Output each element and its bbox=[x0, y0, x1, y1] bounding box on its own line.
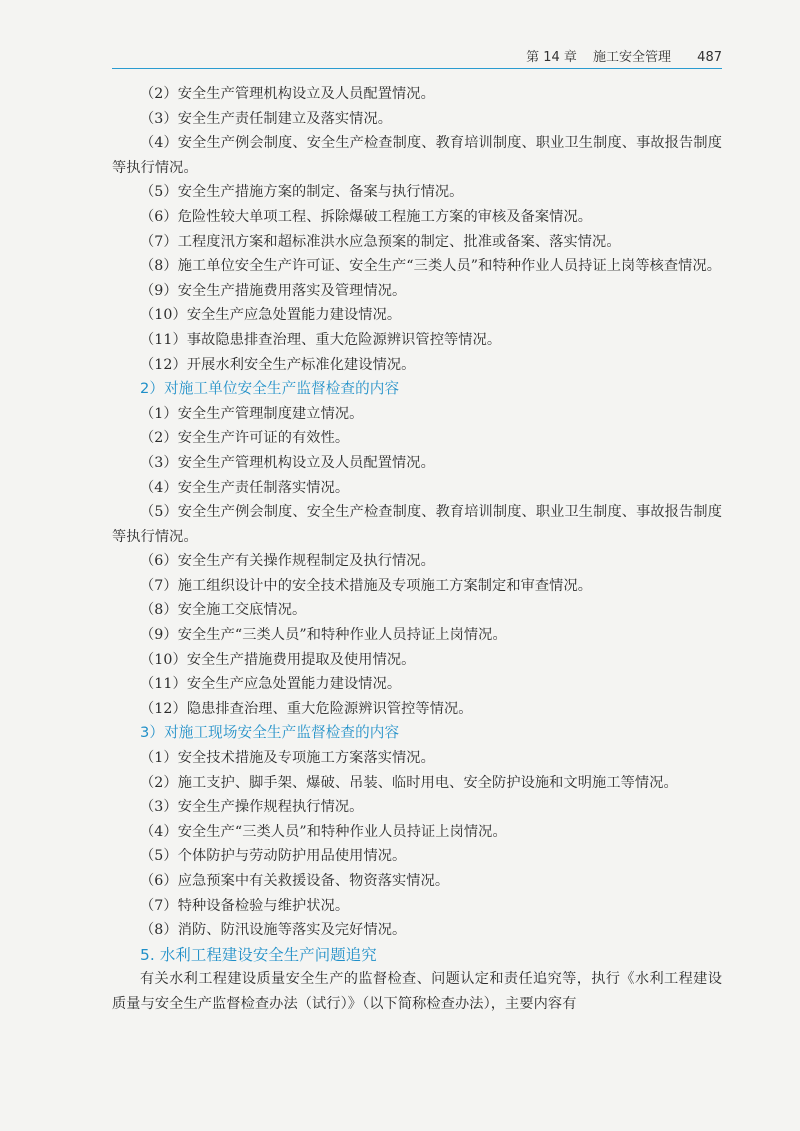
list-item: （3）安全生产责任制建立及落实情况。 bbox=[140, 110, 393, 127]
list-item: （5）安全生产措施方案的制定、备案与执行情况。 bbox=[140, 184, 464, 201]
list-item: （6）危险性较大单项工程、拆除爆破工程施工方案的审核及备案情况。 bbox=[140, 208, 593, 225]
list-item: （2）安全生产管理机构设立及人员配置情况。 bbox=[140, 86, 435, 102]
chapter-title: 施工安全管理 bbox=[593, 50, 672, 65]
subsection-heading-3: 3）对施工现场安全生产监督检查的内容 bbox=[140, 724, 400, 742]
list-item: （12）隐患排查治理、重大危险源辨识管控等情况。 bbox=[140, 700, 473, 717]
list-item: （9）安全生产“三类人员”和特种作业人员持证上岗情况。 bbox=[140, 627, 507, 644]
chapter-number: 第 14 章 bbox=[526, 50, 577, 65]
list-item: （2）施工支护、脚手架、爆破、吊装、临时用电、安全防护设施和文明施工等情况。 bbox=[140, 774, 678, 791]
page-header bbox=[112, 40, 722, 69]
list-item: （4）安全生产例会制度、安全生产检查制度、教育培训制度、职业卫生制度、事故报告制度等执行情况。 bbox=[112, 135, 722, 176]
list-item: （6）安全生产有关操作规程制定及执行情况。 bbox=[140, 553, 435, 570]
list-item: （5）个体防护与劳动防护用品使用情况。 bbox=[140, 848, 407, 865]
list-item: （3）安全生产管理机构设立及人员配置情况。 bbox=[140, 454, 435, 471]
list-item: （4）安全生产责任制落实情况。 bbox=[140, 479, 350, 496]
list-item: （2）安全生产许可证的有效性。 bbox=[140, 430, 350, 447]
list-item: （6）应急预案中有关救援设备、物资落实情况。 bbox=[140, 873, 450, 889]
list-item: （7）特种设备检验与维护状况。 bbox=[140, 897, 350, 914]
running-head bbox=[526, 46, 722, 65]
list-item: （9）安全生产措施费用落实及管理情况。 bbox=[140, 282, 407, 299]
body-paragraph: 有关水利工程建设质量安全生产的监督检查、问题认定和责任追究等，执行《水利工程建设质量与安全生产监督检查办法（试行）》（以下简称检查办法），主要内容有 bbox=[112, 971, 722, 1012]
list-item: （8）施工单位安全生产许可证、安全生产“三类人员”和特种作业人员持证上岗等核查情况。 bbox=[140, 258, 722, 275]
list-item: （8）安全施工交底情况。 bbox=[140, 602, 307, 619]
list-item: （5）安全生产例会制度、安全生产检查制度、教育培训制度、职业卫生制度、事故报告制度等执行情况。 bbox=[112, 504, 722, 545]
page-body bbox=[112, 82, 722, 1017]
list-item: （11）安全生产应急处置能力建设情况。 bbox=[140, 676, 402, 693]
list-item: （1）安全技术措施及专项施工方案落实情况。 bbox=[140, 750, 435, 767]
list-item: （3）安全生产操作规程执行情况。 bbox=[140, 799, 364, 816]
list-item: （7）施工组织设计中的安全技术措施及专项施工方案制定和审查情况。 bbox=[140, 577, 593, 594]
list-item: （10）安全生产措施费用提取及使用情况。 bbox=[140, 651, 416, 668]
subsection-heading-2: 2）对施工单位安全生产监督检查的内容 bbox=[140, 380, 400, 398]
list-item: （11）事故隐患排查治理、重大危险源辨识管控等情况。 bbox=[140, 331, 502, 348]
list-item: （4）安全生产“三类人员”和特种作业人员持证上岗情况。 bbox=[140, 823, 507, 840]
section-heading-5: 5. 水利工程建设安全生产问题追究 bbox=[140, 945, 377, 964]
page-number: 487 bbox=[697, 50, 722, 65]
list-item: （7）工程度汛方案和超标准洪水应急预案的制定、批准或备案、落实情况。 bbox=[140, 233, 621, 250]
list-item: （8）消防、防汛设施等落实及完好情况。 bbox=[140, 922, 407, 939]
list-item: （12）开展水利安全生产标准化建设情况。 bbox=[140, 356, 416, 373]
list-item: （1）安全生产管理制度建立情况。 bbox=[140, 405, 364, 422]
list-item: （10）安全生产应急处置能力建设情况。 bbox=[140, 307, 402, 324]
